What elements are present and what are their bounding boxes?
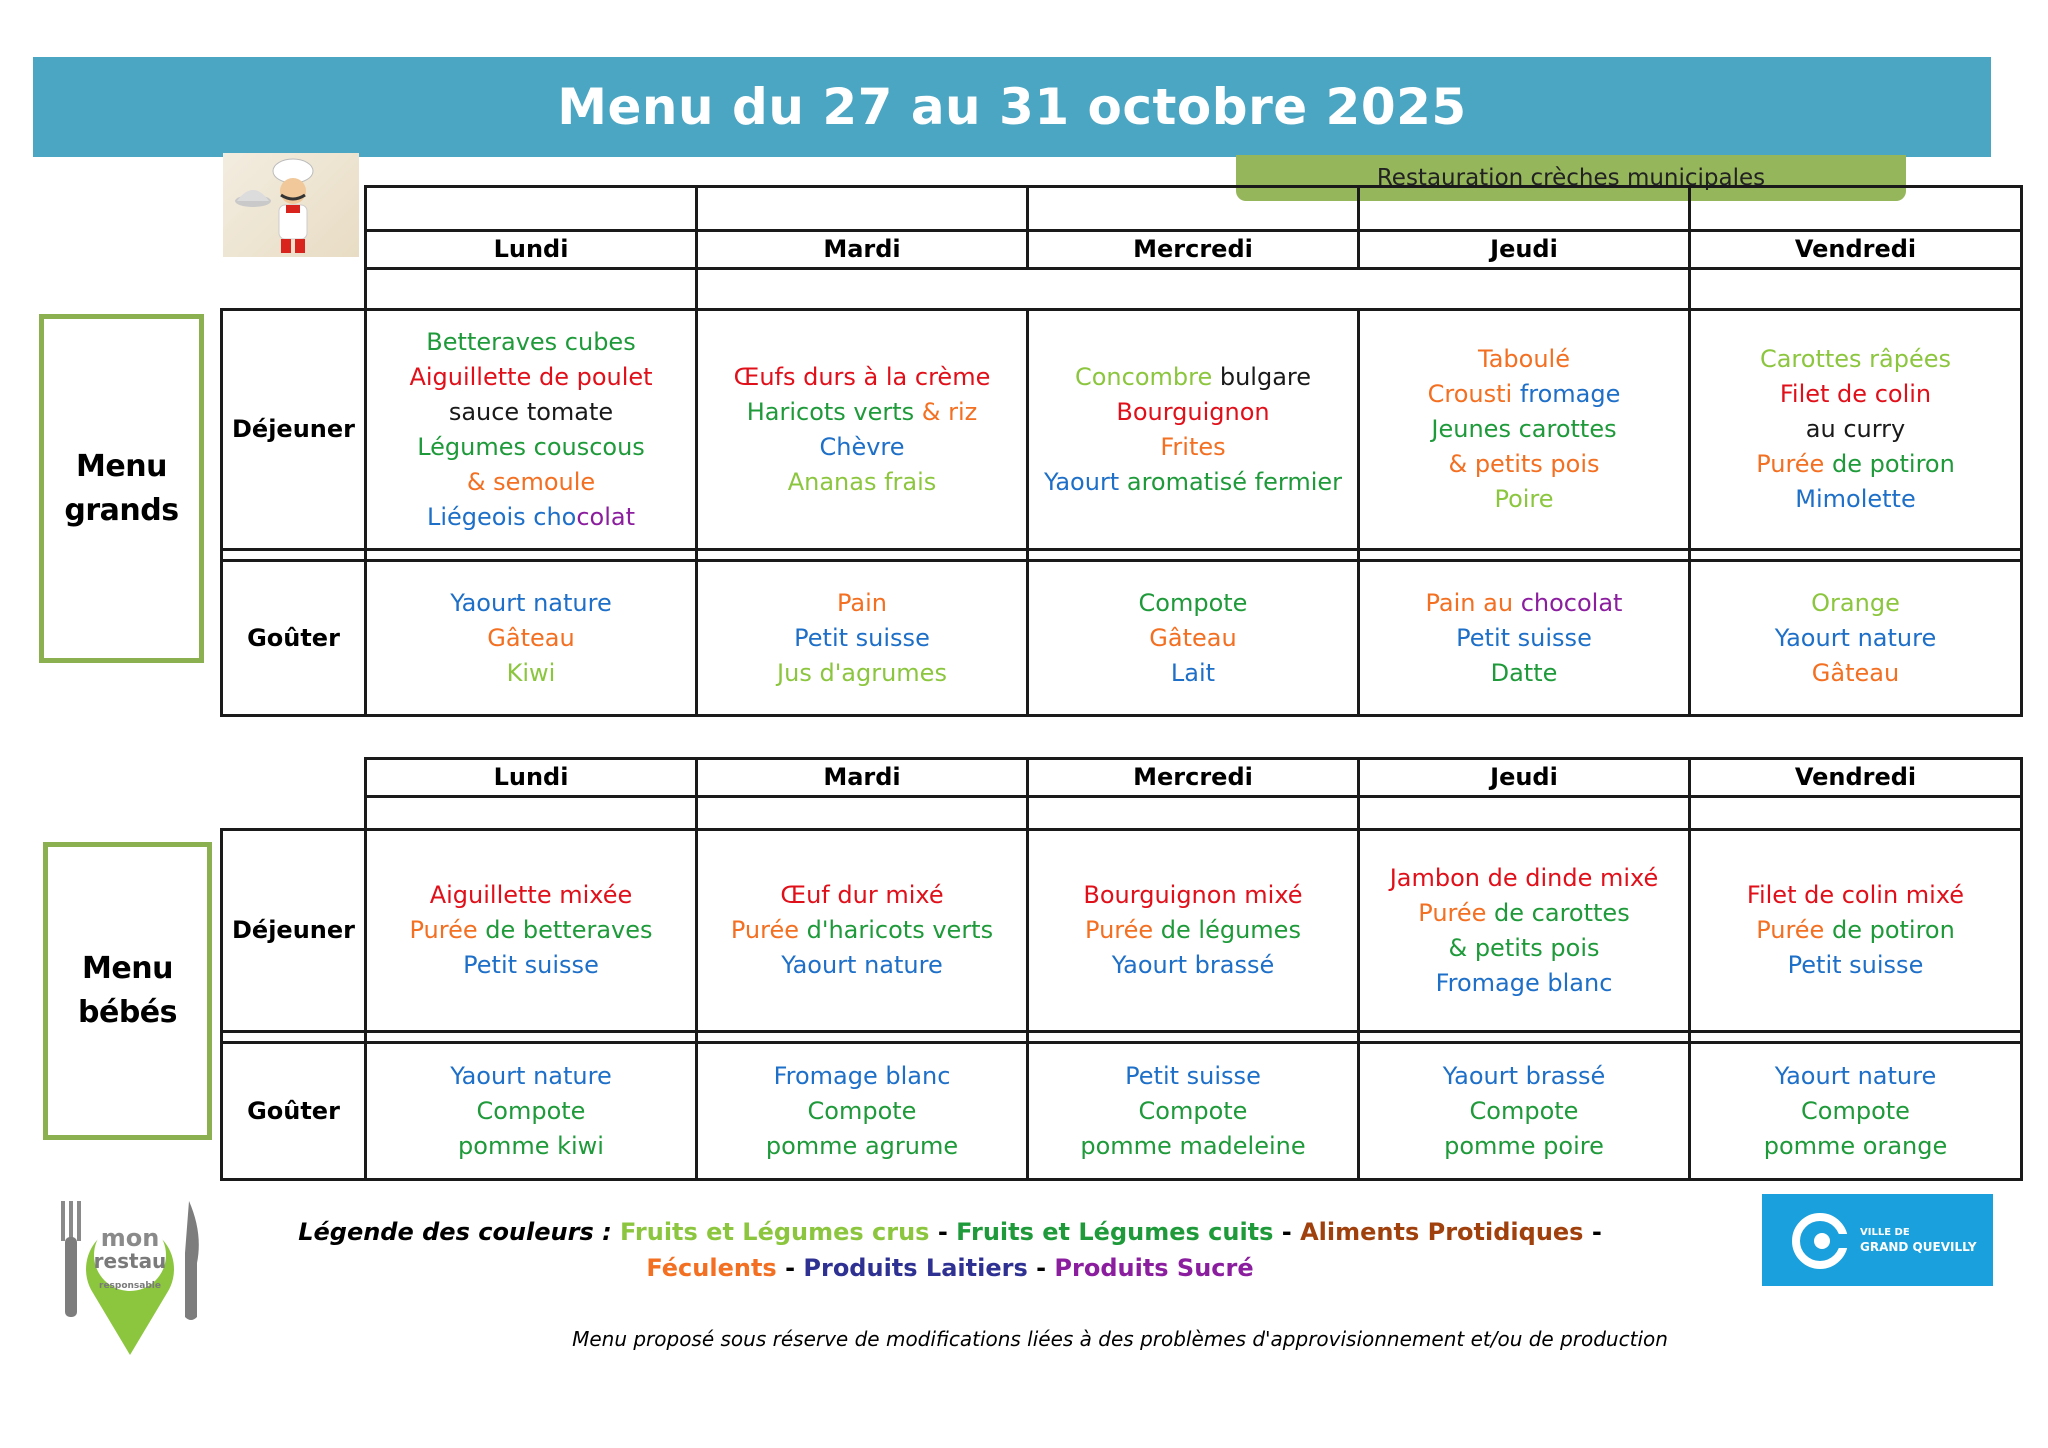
legend-item: Produits Laitiers	[803, 1254, 1028, 1282]
menu-item-line	[1691, 948, 2020, 983]
menu-item-text: colat	[576, 502, 636, 531]
mon-restau-logo	[55, 1193, 205, 1363]
meal-cell	[366, 310, 697, 550]
menu-item-line	[698, 1094, 1026, 1129]
menu-item-text: & petits pois	[1448, 933, 1600, 962]
menu-item-line	[367, 656, 695, 691]
menu-item-text: Gâteau	[1811, 658, 1900, 687]
menu-item-line	[367, 1094, 695, 1129]
menu-item-text: Compote	[1138, 1096, 1248, 1125]
menu-item-text: Œufs durs à la crème	[733, 362, 991, 391]
menu-item-line	[1360, 621, 1688, 656]
color-legend	[250, 1214, 1650, 1286]
menu-item-line	[367, 360, 695, 395]
days-header-row	[222, 759, 2022, 797]
menu-item-line	[1360, 931, 1688, 966]
menu-item-text: Liégeois cho	[426, 502, 577, 531]
menu-bebes-line2: bébés	[78, 995, 177, 1030]
logo-right-line2: GRAND QUEVILLY	[1860, 1240, 1977, 1254]
menu-item-line	[1029, 913, 1357, 948]
menu-item-text: Compote	[1801, 1096, 1910, 1125]
meal-cell	[1028, 561, 1359, 716]
menu-item-line	[1691, 342, 2020, 377]
day-header: Jeudi	[1359, 759, 1690, 797]
menu-item-line	[1029, 1129, 1357, 1164]
logo-left-line1: mon	[100, 1224, 160, 1252]
menu-item-line	[1360, 1059, 1688, 1094]
day-header: Vendredi	[1690, 231, 2022, 269]
legend-separator: -	[1273, 1218, 1301, 1246]
footnote: Menu proposé sous réserve de modifications liées à des problèmes d'approvisionnement et/ou de production	[572, 1327, 1668, 1351]
menu-item-text: sauce tomate	[448, 397, 614, 426]
menu-bebes-line1: Menu	[82, 951, 173, 986]
menu-item-line	[698, 360, 1026, 395]
days-header-row	[222, 231, 2022, 269]
legend-separator: -	[1583, 1218, 1602, 1246]
day-header: Mardi	[697, 231, 1028, 269]
menu-item-line	[367, 325, 695, 360]
menu-item-line	[1691, 377, 2020, 412]
menu-item-line	[1691, 482, 2020, 517]
menu-item-line	[1691, 1059, 2020, 1094]
menu-item-line	[1360, 966, 1688, 1001]
menu-item-text: Mimolette	[1795, 485, 1916, 513]
menu-item-text: Œuf dur mixé	[780, 881, 944, 909]
subtitle-tab-text: Restauration crèches municipales	[1376, 165, 1766, 191]
day-header: Lundi	[366, 231, 697, 269]
menu-item-line	[698, 948, 1026, 983]
menu-item-line	[1029, 878, 1357, 913]
meal-cell	[1359, 310, 1690, 550]
menu-item-text: de légumes	[1160, 916, 1301, 944]
snack-row	[222, 1043, 2022, 1180]
menu-item-text: Kiwi	[506, 658, 556, 687]
menu-item-line	[698, 913, 1026, 948]
menu-item-text: Yaourt	[1043, 467, 1127, 496]
meal-cell	[697, 310, 1028, 550]
menu-item-text: Filet de colin mixé	[1746, 881, 1965, 909]
menu-item-line	[698, 656, 1026, 691]
menu-item-text: Chèvre	[819, 432, 905, 461]
day-header: Mercredi	[1028, 231, 1359, 269]
lunch-row	[222, 830, 2022, 1032]
menu-item-line	[1360, 1094, 1688, 1129]
menu-item-line	[367, 948, 695, 983]
logo-left-line3: responsable	[99, 1281, 161, 1291]
menu-item-text: Purée	[1418, 898, 1495, 927]
menu-item-text: pomme kiwi	[458, 1131, 604, 1160]
menu-item-line	[1691, 586, 2020, 621]
menu-item-line	[698, 395, 1026, 430]
menu-item-line	[1029, 1094, 1357, 1129]
menu-item-text: & petits pois	[1448, 450, 1600, 478]
menu-item-text: de potiron	[1831, 450, 1955, 478]
menu-item-text: Pain au	[1425, 588, 1521, 617]
menu-item-line	[1360, 377, 1688, 412]
menu-item-text: Compote	[1138, 588, 1248, 617]
menu-item-text: Purée	[1756, 916, 1832, 944]
menu-item-text: Taboulé	[1478, 345, 1570, 373]
menu-item-text: pomme agrume	[765, 1131, 959, 1160]
meal-cell	[366, 830, 697, 1032]
row-label-snack: Goûter	[222, 561, 366, 716]
menu-item-text: pomme orange	[1763, 1131, 1948, 1160]
meal-cell	[1690, 1043, 2022, 1180]
menu-item-text: chocolat	[1520, 588, 1623, 617]
menu-item-line	[1691, 412, 2020, 447]
menu-item-text: Purée	[409, 916, 486, 944]
menu-item-line	[367, 878, 695, 913]
menu-grands-line2: grands	[64, 492, 179, 528]
meal-cell	[1690, 561, 2022, 716]
meal-cell	[366, 1043, 697, 1180]
menu-item-text: Yaourt brassé	[1111, 951, 1275, 979]
meal-cell	[1690, 830, 2022, 1032]
menu-item-text: Purée	[1085, 916, 1161, 944]
menu-item-text: Compote	[476, 1096, 586, 1125]
menu-item-line	[1029, 621, 1357, 656]
day-header: Mardi	[697, 759, 1028, 797]
menu-item-line	[1360, 412, 1688, 447]
menu-item-text: Bourguignon	[1116, 397, 1270, 426]
menu-item-text: Jeunes carottes	[1431, 415, 1617, 443]
menu-item-text: fromage	[1519, 380, 1621, 408]
meal-cell	[697, 561, 1028, 716]
menu-item-line	[698, 1129, 1026, 1164]
logo-right-line1: VILLE DE	[1860, 1227, 1910, 1238]
menu-item-text: Orange	[1811, 588, 1900, 617]
menu-item-text: Yaourt nature	[1774, 623, 1937, 652]
menu-item-text: Jus d'agrumes	[777, 658, 947, 687]
menu-item-line	[1360, 1129, 1688, 1164]
menu-item-line	[367, 500, 695, 535]
menu-item-text: Concombre	[1074, 362, 1220, 391]
menu-item-text: Petit suisse	[794, 623, 930, 652]
menu-item-text: Petit suisse	[1787, 951, 1924, 979]
menu-item-text: pomme madeleine	[1080, 1131, 1306, 1160]
day-header: Lundi	[366, 759, 697, 797]
menu-item-line	[1691, 656, 2020, 691]
menu-item-line	[1691, 447, 2020, 482]
menu-item-text: Légumes couscous	[417, 432, 645, 461]
meal-cell	[1028, 1043, 1359, 1180]
menu-item-line	[367, 1059, 695, 1094]
page-title: Menu du 27 au 31 octobre 2025	[557, 78, 1467, 136]
menu-grands-line1: Menu	[76, 448, 167, 484]
menu-item-text: Lait	[1170, 658, 1216, 687]
menu-item-line	[1029, 430, 1357, 465]
menu-item-line	[1029, 1059, 1357, 1094]
menu-item-line	[1691, 1129, 2020, 1164]
meal-cell	[697, 830, 1028, 1032]
menu-item-line	[1360, 586, 1688, 621]
menu-item-line	[1360, 447, 1688, 482]
menu-item-line	[1691, 878, 2020, 913]
menu-item-line	[698, 430, 1026, 465]
menu-item-line	[698, 621, 1026, 656]
menu-item-line	[367, 465, 695, 500]
menu-item-text: Carottes râpées	[1759, 345, 1952, 373]
meal-cell	[1359, 1043, 1690, 1180]
menu-item-text: pomme poire	[1444, 1131, 1604, 1160]
menu-grands-label	[39, 314, 204, 663]
menu-item-line	[367, 913, 695, 948]
menu-item-text: bulgare	[1219, 362, 1312, 391]
legend-item: Fruits et Légumes cuits	[956, 1218, 1274, 1246]
day-header: Jeudi	[1359, 231, 1690, 269]
menu-item-line	[367, 586, 695, 621]
day-header: Vendredi	[1690, 759, 2022, 797]
menu-item-line	[367, 395, 695, 430]
menu-item-text: Yaourt nature	[450, 1061, 612, 1090]
legend-item: Féculents	[646, 1254, 777, 1282]
menu-item-line	[1360, 656, 1688, 691]
menu-item-line	[1691, 913, 2020, 948]
menu-item-line	[1029, 586, 1357, 621]
row-label-lunch: Déjeuner	[222, 830, 366, 1032]
menu-item-text: Compote	[1469, 1096, 1579, 1125]
menu-item-line	[1360, 342, 1688, 377]
menu-item-line	[1691, 1094, 2020, 1129]
menu-item-text: Aiguillette mixée	[429, 881, 633, 909]
menu-item-line	[698, 1059, 1026, 1094]
meal-cell	[1028, 830, 1359, 1032]
grand-quevilly-logo	[1762, 1194, 1993, 1286]
menu-item-text: & riz	[921, 397, 978, 426]
menu-item-text: Compote	[807, 1096, 917, 1125]
menu-item-line	[367, 1129, 695, 1164]
menu-item-text: Crousti	[1427, 380, 1520, 408]
menu-item-text: Betteraves cubes	[426, 327, 636, 356]
menu-item-text: de potiron	[1831, 916, 1955, 944]
menu-item-text: Purée	[1756, 450, 1832, 478]
menu-item-line	[1691, 621, 2020, 656]
legend-item: Produits Sucré	[1054, 1254, 1254, 1282]
row-label-snack: Goûter	[222, 1043, 366, 1180]
menu-item-line	[367, 430, 695, 465]
menu-item-text: Poire	[1494, 485, 1554, 513]
menu-item-text: Filet de colin	[1779, 380, 1932, 408]
menu-item-line	[1029, 465, 1357, 500]
menu-item-text: Petit suisse	[1456, 623, 1592, 652]
menu-item-text: Yaourt nature	[1774, 1061, 1937, 1090]
legend-item: Aliments Protidiques	[1300, 1218, 1584, 1246]
menu-item-text: Pain	[837, 588, 887, 617]
legend-separator: -	[776, 1254, 804, 1282]
menu-item-text: & semoule	[466, 467, 596, 496]
snack-row	[222, 561, 2022, 716]
menu-item-text: de carottes	[1494, 898, 1630, 927]
menu-item-text: Aiguillette de poulet	[409, 362, 653, 391]
menu-item-text: Frites	[1160, 432, 1226, 461]
menu-item-text: Fromage blanc	[773, 1061, 951, 1090]
legend-label: Légende des couleurs :	[298, 1218, 612, 1246]
menu-item-text: aromatisé fermier	[1126, 467, 1342, 496]
menu-item-text: Gâteau	[487, 623, 575, 652]
menu-item-text: Petit suisse	[463, 951, 599, 979]
menu-item-line	[698, 465, 1026, 500]
meal-cell	[366, 561, 697, 716]
menu-item-line	[1029, 656, 1357, 691]
menu-item-line	[1360, 482, 1688, 517]
menu-item-line	[1029, 948, 1357, 983]
menu-item-text: Gâteau	[1149, 623, 1237, 652]
city-logo-icon	[1762, 1194, 1852, 1286]
legend-item: Fruits et Légumes crus	[620, 1218, 930, 1246]
menu-item-text: Petit suisse	[1125, 1061, 1261, 1090]
menu-item-text: Yaourt nature	[781, 951, 943, 979]
meal-cell	[1359, 830, 1690, 1032]
menu-grands-table	[220, 185, 2023, 717]
menu-item-line	[1360, 861, 1688, 896]
menu-item-text: Yaourt brassé	[1442, 1061, 1606, 1090]
menu-item-text: Fromage blanc	[1435, 968, 1613, 997]
meal-cell	[1690, 310, 2022, 550]
legend-separator: -	[1027, 1254, 1055, 1282]
menu-item-line	[1029, 395, 1357, 430]
menu-bebes-table	[220, 757, 2023, 1181]
menu-item-line	[1360, 896, 1688, 931]
lunch-row	[222, 310, 2022, 550]
menu-item-line	[698, 878, 1026, 913]
menu-item-text: Yaourt nature	[450, 588, 612, 617]
menu-item-text: Datte	[1490, 658, 1558, 687]
meal-cell	[1028, 310, 1359, 550]
menu-item-text: Ananas frais	[787, 467, 937, 496]
menu-item-text: Purée	[730, 916, 807, 944]
menu-item-text: Haricots verts	[746, 397, 922, 426]
day-header: Mercredi	[1028, 759, 1359, 797]
menu-item-line	[1029, 360, 1357, 395]
logo-left-line2: restau	[93, 1249, 167, 1273]
menu-item-line	[698, 586, 1026, 621]
menu-item-text: Bourguignon mixé	[1083, 881, 1303, 909]
menu-item-text: au curry	[1805, 415, 1906, 443]
menu-bebes-label	[43, 842, 212, 1140]
meal-cell	[697, 1043, 1028, 1180]
meal-cell	[1359, 561, 1690, 716]
menu-item-line	[367, 621, 695, 656]
menu-item-text: d'haricots verts	[806, 916, 994, 944]
menu-item-text: de betteraves	[485, 916, 653, 944]
title-banner	[33, 57, 1991, 157]
legend-separator: -	[929, 1218, 957, 1246]
menu-item-text: Jambon de dinde mixé	[1389, 863, 1659, 892]
row-label-lunch: Déjeuner	[222, 310, 366, 550]
